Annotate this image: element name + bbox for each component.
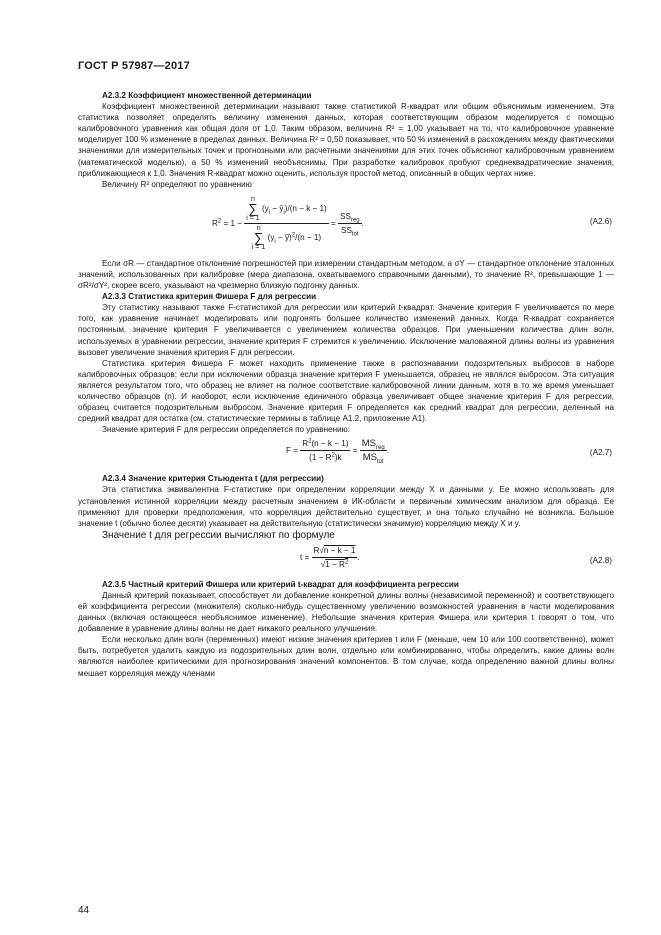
document-header: ГОСТ Р 57987—2017 xyxy=(78,60,190,72)
paragraph: Если несколько длин волн (переменных) имеют низкие значения критериев t или F (меньше, чем 10 или 100 соответственно), может быть, потребуется удалить каждую из подозрительных длин волн, отдельно или комбинированно, чтобы определить, какие длины волн являются наиболее критическими для прогнозирования значений компонентов. В том случае, когда определению важной длины волны мешает корреляция между членами xyxy=(78,635,614,678)
equation-body: t = $\frac{R√n - k - 1}{√1 - R^2}$ . xyxy=(300,545,360,569)
equation-body: F = $\frac{R^2(n - k - 1)}{(1 - R^2)k}$ = $\frac{MS_{reg}}{MS_{tot}}$ . xyxy=(286,438,389,466)
equation-a2-8 xyxy=(78,543,614,579)
equation-number: (A2.7) xyxy=(589,448,612,458)
section-title-a2-3-5: A2.3.5 Частный критерий Фишера или критерий t-квадрат для коэффициента регрессии xyxy=(102,579,459,589)
equation-number: (A2.6) xyxy=(589,216,612,226)
paragraph: Эту статистику называют также F-статистикой для регрессии или критерий t-квадрат. Значение критерия F увеличивается по мере того, как уравнение начинает моделировать или подгонять большее количество изменений данных. Когда R-квадрат сохраняется постоянным, значение критерия F увеличивается с увеличением количества образцов. При уменьшении количества длин волн, используемых в уравнении регрессии, значение критерия F стремится к увеличению. Исключение маловажной длины волны из уравнения вызовет увеличение значения критерия F для регрессии. xyxy=(78,303,614,357)
equation-number: (A2.8) xyxy=(589,555,612,565)
section-title-a2-3-3: A2.3.3 Статистика критерия Фишера F для регрессии xyxy=(102,292,317,302)
paragraph: Эта статистика эквивалентна F-статистике при определении корреляции между X и данными y. Ее можно использовать для установления истинной корреляции между расчетным значением в ИК-области и первичным химическим анализом для образца. Ее применяют для проверки предположения, что корреляция действительно существует, и она только случайно не возникла. Большое значение t (обычно более десяти) указывает на действительную (статистически значимую) корреляцию между X и y. xyxy=(78,485,614,528)
document-body xyxy=(78,90,614,679)
equation-a2-7 xyxy=(78,435,614,473)
section-title-a2-3-2: A2.3.2 Коэффициент множественной детерминации xyxy=(102,91,312,100)
paragraph: Если σR — стандартное отклонение погрешностей при измерении стандартным методом, а σY — стандартное отклонение эталонных значений, использованных при калибровке (мера диапазона, охватываемого справочными данными), то значение R², превышающие 1 — σR²/σY², скорее всего, указывают на чрезмерно близкую подгонку данных. xyxy=(78,258,614,291)
equation-body: $R^2 = 1$ − n ∑ i = 1 ($y_i$ − $ŷ_i)/(n - k - 1)$ n ∑ i = 1 ($y_i$ − y̅)$^2$/(n − 1) = $\frac{SS_{reg}}{SS_{tot}}$ . xyxy=(212,195,364,251)
section-title-a2-3-4: A2.3.4 Значение критерия Стьюдента t (для регрессии) xyxy=(102,474,324,484)
paragraph: Величину R² определяют по уравнению xyxy=(102,179,252,189)
equation-a2-6 xyxy=(78,190,614,258)
paragraph: Данный критерий показывает, способствует ли добавление конкретной длины волны (независимой переменной) и соответствующего ей коэффициента регрессии (множителя) сколько-нибудь существенному увеличению возможностей уравнения в части моделирования данных (включая остающееся необъяснимое изменение). Небольшие значения критерия Фишера или критерия t говорят о том, что добавление в уравнение длины волны не дает никакого реального улучшения. xyxy=(78,590,614,634)
paragraph: Статистика критерия Фишера F может находить применение также в распознавании подозрительных выбросов в наборе калибровочных образцов; если при исключении образца значение критерия F уменьшается, образец не являлся выбросом. Эта ситуация является результатом того, что образец не влияет на полное соответствие калибровочной линии данным, хотя в то же время уменьшает количество образцов (n). И наоборот, если исключение единичного образца увеличивает общее значение критерия F для регрессии, образец считается подозрительным выбросом. Значение критерия F определяется как средний квадрат для регрессии, деленный на средний квадрат для остатка (см. статистические термины в таблице A1.2, приложение A1). xyxy=(78,358,614,424)
page-number: 44 xyxy=(78,905,90,916)
paragraph: Коэффициент множественной детерминации называют также статистикой R-квадрат или общим объяснимым изменением. Эта статистика позволяет определять величину изменения данных, которая соответствующим образом моделируется с помощью калибровочного уравнения как общая доля от 1,0. Таким образом, величина R² = 1,00 указывает на то, что калибровочное уравнение моделирует 100 % изменение в пределах данных. Величина R² = 0,50 показывает, что 50 % изменений в расхождениях между фактическими значениями для измерительных точек и прогнозными или расчетными значениями для этих точек объясняют калибровочным уравнением (математической моделью), а 50 % изменений необъяснимы. При разработке калибровок пробуют среднеквадратические значения, приближающиеся к 1,0. Значения R-квадрат можно оценить, используя простой метод, описанный в общих чертах ниже. xyxy=(78,102,614,178)
paragraph: Значение критерия F для регрессии определяется по уравнению: xyxy=(102,425,351,435)
paragraph: Значение t для регрессии вычисляют по формуле xyxy=(102,529,335,541)
